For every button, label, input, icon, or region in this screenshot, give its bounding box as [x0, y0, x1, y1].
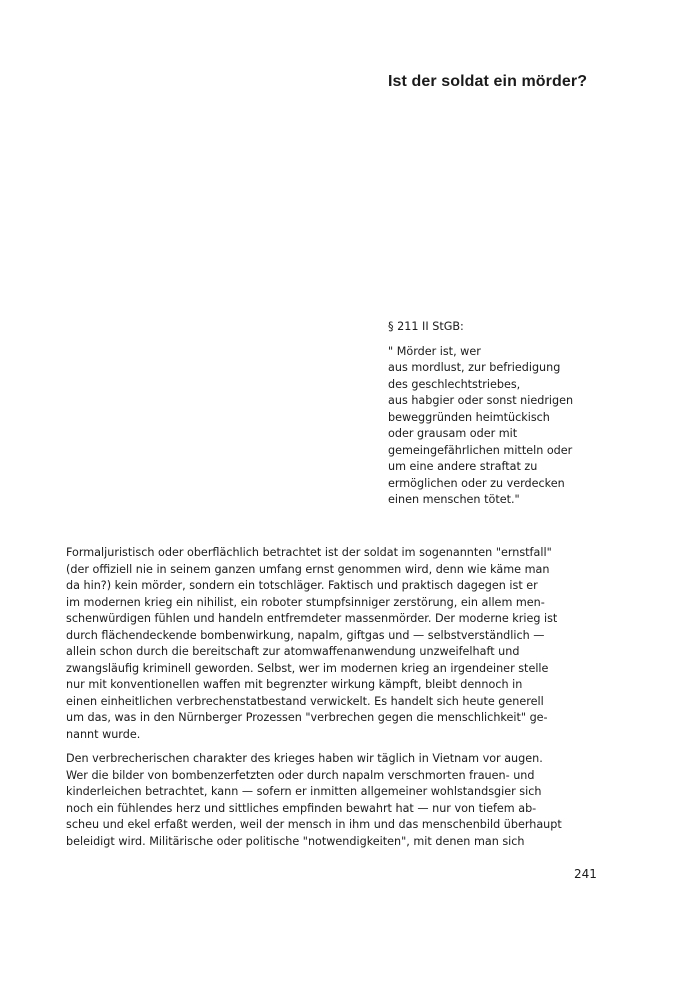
citation-reference: § 211 II StGB:: [388, 320, 464, 333]
text-line: zwangsläufig kriminell geworden. Selbst, wer im modernen krieg an irgendeiner stelle: [66, 661, 549, 675]
text-line: einen einheitlichen verbrechenstatbestand verwickelt. Es handelt sich heute generell: [66, 694, 544, 708]
text-line: schenwürdigen fühlen und handeln entfremdeter massenmörder. Der moderne krieg ist: [66, 612, 558, 625]
quote-line: beweggründen heimtückisch: [388, 410, 550, 424]
text-line: nur mit konventionellen waffen mit begrenzter wirkung kämpft, bleibt dennoch in: [66, 678, 523, 691]
quote-line: einen menschen tötet.": [388, 493, 520, 506]
text-line: im modernen krieg ein nihilist, ein roboter stumpfsinniger zerstörung, ein allem men-: [66, 595, 545, 609]
text-line: noch ein fühlendes herz und sittliches empfinden bewahrt hat — nur von tiefem ab-: [66, 801, 537, 815]
quote-line: ermöglichen oder zu verdecken: [388, 476, 565, 490]
legal-citation: [388, 319, 628, 509]
quote-line: gemeingefährlichen mitteln oder: [388, 443, 573, 457]
text-line: Den verbrecherischen charakter des krieges haben wir täglich in Vietnam vor augen.: [66, 752, 543, 765]
text-line: scheu und ekel erfaßt werden, weil der mensch in ihm und das menschenbild überhaupt: [66, 818, 562, 831]
quote-line: aus mordlust, zur befriedigung: [388, 361, 561, 374]
text-line: kinderleichen betrachtet, kann — sofern er inmitten allgemeiner wohlstandsgier sich: [66, 785, 542, 798]
text-line: nannt wurde.: [66, 727, 141, 741]
quote-line: um eine andere straftat zu: [388, 460, 538, 473]
text-line: (der offiziell nie in seinem ganzen umfang ernst genommen wird, denn wie käme man: [66, 562, 550, 576]
citation-quote: [388, 344, 628, 509]
text-line: Wer die bilder von bombenzerfetzten oder durch napalm verschmorten frauen- und: [66, 768, 535, 782]
text-line: durch flächendeckende bombenwirkung, napalm, giftgas und — selbstverständlich —: [66, 628, 545, 642]
text-line: beleidigt wird. Militärische oder politische "notwendigkeiten", mit denen man sich: [66, 834, 525, 848]
body-text: [66, 545, 611, 850]
page-title: Ist der soldat ein mörder?: [388, 73, 588, 90]
quote-line: aus habgier oder sonst niedrigen: [388, 394, 574, 407]
paragraph-2: [66, 751, 611, 850]
text-line: Formaljuristisch oder oberflächlich betrachtet ist der soldat im sogenannten "ernstfall": [66, 546, 552, 559]
page-number: 241: [574, 867, 597, 881]
quote-line: " Mörder ist, wer: [388, 344, 481, 358]
text-line: da hin?) kein mörder, sondern ein totschläger. Faktisch und praktisch dagegen ist er: [66, 579, 538, 592]
quote-line: des geschlechtstriebes,: [388, 377, 521, 391]
quote-line: oder grausam oder mit: [388, 427, 518, 440]
text-line: allein schon durch die bereitschaft zur atomwaffenanwendung unzweifelhaft und: [66, 645, 520, 658]
text-line: um das, was in den Nürnberger Prozessen "verbrechen gegen die menschlichkeit" ge-: [66, 711, 548, 724]
paragraph-1: [66, 545, 611, 743]
